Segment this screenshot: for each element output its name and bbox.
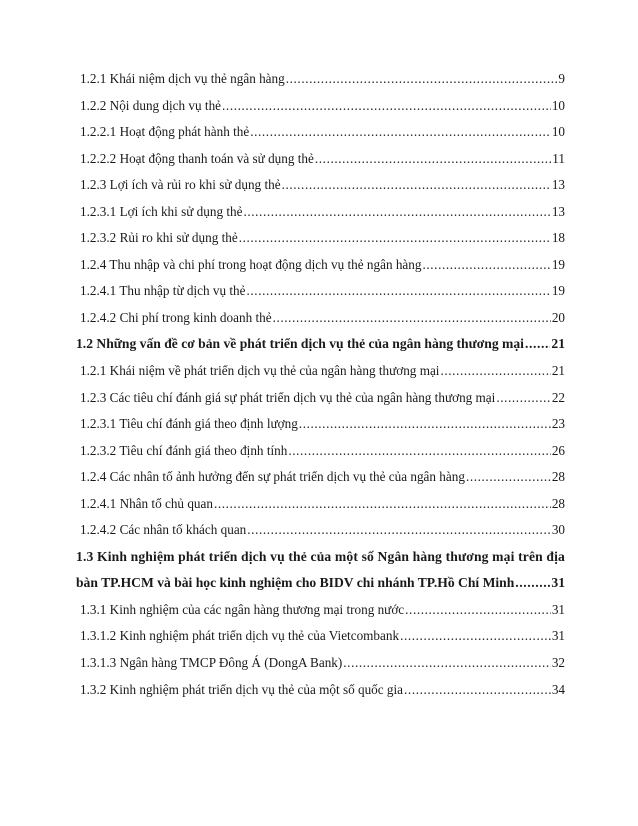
toc-entry-1-2-2-1[interactable] bbox=[80, 119, 565, 146]
table-of-contents bbox=[0, 66, 638, 703]
toc-entry-title: 1.3.1.3 Ngân hàng TMCP Đông Á (DongA Bank) bbox=[80, 655, 343, 671]
toc-entry-page: 30 bbox=[551, 522, 565, 538]
toc-entry-title: 1.2.3.2 Rủi ro khi sử dụng thẻ bbox=[80, 230, 238, 246]
toc-entry-1-2-2[interactable] bbox=[80, 93, 565, 120]
toc-entry-title: 1.2.4.1 Nhân tố chủ quan bbox=[80, 495, 213, 511]
toc-entry-page: 28 bbox=[551, 495, 565, 511]
toc-entry-title: 1.2.2.1 Hoạt động phát hành thẻ bbox=[80, 124, 250, 140]
toc-dot-leader bbox=[286, 71, 558, 87]
toc-entry-title: 1.2.4.2 Các nhân tố khách quan bbox=[80, 522, 247, 538]
toc-dot-leader bbox=[400, 628, 551, 644]
toc-entry-title: 1.2 Những vấn đề cơ bản về phát triển dịch vụ thẻ của ngân hàng thương mại bbox=[76, 336, 524, 352]
toc-dot-leader bbox=[239, 230, 551, 246]
toc-entry-page: 21 bbox=[551, 363, 565, 379]
toc-entry-page: 34 bbox=[551, 681, 565, 697]
toc-entry-section-1-2[interactable] bbox=[76, 331, 565, 358]
toc-entry-page: 18 bbox=[551, 230, 565, 246]
toc-entry-title: 1.2.3 Các tiêu chí đánh giá sự phát triển dịch vụ thẻ của ngân hàng thương mại bbox=[80, 389, 496, 405]
toc-entry-1-2-1[interactable] bbox=[80, 66, 565, 93]
toc-entry-title-line2-row bbox=[76, 570, 565, 597]
toc-dot-leader bbox=[273, 310, 551, 326]
toc-entry-title: 1.3.2 Kinh nghiệm phát triển dịch vụ thẻ của một số quốc gia bbox=[80, 681, 404, 697]
toc-entry-1-2-4[interactable] bbox=[80, 252, 565, 279]
toc-entry-1-2-1b[interactable] bbox=[80, 358, 565, 385]
toc-entry-title: 1.2.4 Các nhân tố ảnh hưởng đến sự phát triển dịch vụ thẻ của ngân hàng bbox=[80, 469, 465, 485]
toc-dot-leader bbox=[315, 151, 551, 167]
toc-entry-title: 1.2.4.2 Chi phí trong kinh doanh thẻ bbox=[80, 309, 272, 325]
toc-dot-leader bbox=[405, 602, 551, 618]
toc-dot-leader bbox=[466, 469, 551, 485]
toc-entry-page: 11 bbox=[552, 150, 565, 166]
toc-entry-page: 13 bbox=[551, 177, 565, 193]
toc-entry-title: 1.2.3.2 Tiêu chí đánh giá theo định tính bbox=[80, 442, 288, 458]
toc-entry-1-2-3b[interactable] bbox=[80, 385, 565, 412]
toc-dot-leader bbox=[404, 682, 551, 698]
toc-entry-page: 21 bbox=[551, 336, 565, 352]
toc-entry-title: 1.2.1 Khái niệm về phát triển dịch vụ thẻ của ngân hàng thương mại bbox=[80, 363, 440, 379]
toc-entry-1-3-1[interactable] bbox=[80, 597, 565, 624]
toc-dot-leader bbox=[282, 177, 551, 193]
toc-entry-page: 10 bbox=[551, 97, 565, 113]
toc-entry-1-2-4-2b[interactable] bbox=[80, 517, 565, 544]
toc-dot-leader bbox=[247, 522, 551, 538]
toc-entry-title: 1.2.3.1 Tiêu chí đánh giá theo định lượng bbox=[80, 416, 298, 432]
toc-dot-leader bbox=[343, 655, 551, 671]
toc-dot-leader bbox=[214, 496, 551, 512]
toc-entry-title: 1.2.1 Khái niệm dịch vụ thẻ ngân hàng bbox=[80, 71, 285, 86]
toc-dot-leader bbox=[422, 257, 550, 273]
toc-entry-1-2-3-2b[interactable] bbox=[80, 438, 565, 465]
toc-entry-page: 20 bbox=[551, 309, 565, 325]
toc-entry-page: 31 bbox=[551, 628, 565, 644]
toc-entry-1-2-4-1b[interactable] bbox=[80, 491, 565, 518]
toc-entry-title: 1.2.3 Lợi ích và rủi ro khi sử dụng thẻ bbox=[80, 177, 281, 193]
toc-entry-section-1-3[interactable] bbox=[76, 544, 565, 597]
toc-entry-title: 1.2.3.1 Lợi ích khi sử dụng thẻ bbox=[80, 203, 243, 219]
toc-dot-leader bbox=[440, 363, 550, 379]
toc-entry-page: 13 bbox=[551, 203, 565, 219]
toc-entry-title: 1.3.1.2 Kinh nghiệm phát triển dịch vụ thẻ của Vietcombank bbox=[80, 628, 400, 644]
toc-entry-1-3-1-2[interactable] bbox=[80, 623, 565, 650]
toc-entry-page: 19 bbox=[551, 283, 565, 299]
toc-entry-page: 32 bbox=[551, 655, 565, 671]
toc-entry-title: 1.2.2.2 Hoạt động thanh toán và sử dụng thẻ bbox=[80, 150, 314, 166]
toc-dot-leader bbox=[222, 98, 551, 114]
toc-entry-page: 31 bbox=[551, 601, 565, 617]
toc-entry-page: 19 bbox=[551, 256, 565, 272]
toc-entry-page: 22 bbox=[551, 389, 565, 405]
toc-entry-1-2-4b[interactable] bbox=[80, 464, 565, 491]
toc-entry-1-3-2[interactable] bbox=[80, 677, 565, 704]
toc-entry-1-2-3-1b[interactable] bbox=[80, 411, 565, 438]
toc-dot-leader bbox=[525, 336, 550, 352]
toc-entry-title: 1.2.4 Thu nhập và chi phí trong hoạt động dịch vụ thẻ ngân hàng bbox=[80, 256, 422, 272]
toc-entry-page: 9 bbox=[558, 71, 565, 86]
toc-dot-leader bbox=[247, 283, 551, 299]
toc-entry-page: 28 bbox=[551, 469, 565, 485]
toc-entry-1-3-1-3[interactable] bbox=[80, 650, 565, 677]
toc-entry-title: 1.2.2 Nội dung dịch vụ thẻ bbox=[80, 97, 222, 113]
toc-dot-leader bbox=[250, 124, 551, 140]
toc-entry-1-2-3-2[interactable] bbox=[80, 225, 565, 252]
toc-entry-page: 23 bbox=[551, 416, 565, 432]
toc-dot-leader bbox=[515, 575, 550, 591]
toc-entry-page: 31 bbox=[551, 575, 565, 591]
toc-entry-title: 1.2.4.1 Thu nhập từ dịch vụ thẻ bbox=[80, 283, 246, 299]
toc-dot-leader bbox=[299, 416, 551, 432]
toc-dot-leader bbox=[288, 443, 550, 459]
toc-entry-title: 1.3.1 Kinh nghiệm của các ngân hàng thương mại trong nước bbox=[80, 601, 405, 617]
toc-entry-page: 26 bbox=[551, 442, 565, 458]
toc-entry-title-line1: 1.3 Kinh nghiệm phát triển dịch vụ thẻ của một số Ngân hàng thương mại trên địa bbox=[76, 548, 565, 564]
toc-entry-1-2-2-2[interactable] bbox=[80, 146, 565, 173]
toc-entry-1-2-3[interactable] bbox=[80, 172, 565, 199]
toc-dot-leader bbox=[496, 390, 550, 406]
toc-entry-title-line2: bàn TP.HCM và bài học kinh nghiệm cho BIDV chi nhánh TP.Hồ Chí Minh bbox=[76, 575, 515, 591]
toc-entry-page: 10 bbox=[551, 124, 565, 140]
toc-dot-leader bbox=[243, 204, 550, 220]
toc-entry-1-2-3-1[interactable] bbox=[80, 199, 565, 226]
toc-entry-1-2-4-1[interactable] bbox=[80, 278, 565, 305]
toc-entry-1-2-4-2[interactable] bbox=[80, 305, 565, 332]
